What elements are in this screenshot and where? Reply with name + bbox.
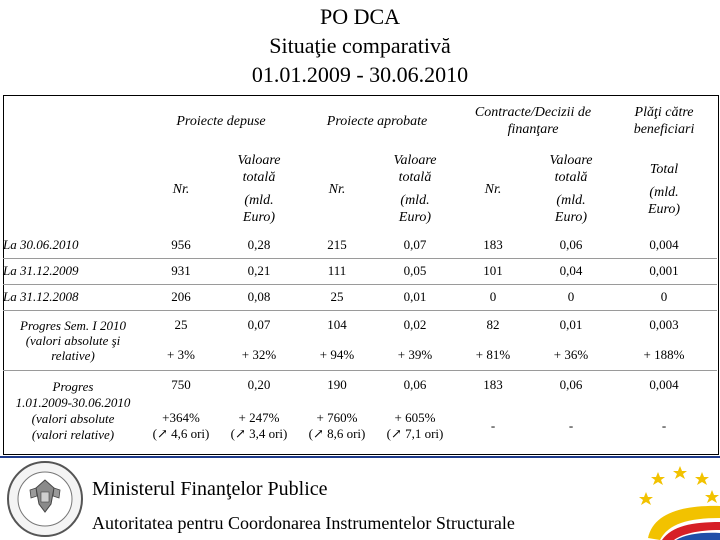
rel-line1: + 605% <box>394 410 436 425</box>
structural-funds-logo-icon <box>628 460 720 540</box>
header-plati: Plăţi către beneficiari <box>633 105 695 137</box>
cell: 0,05 <box>375 258 455 284</box>
progress-total-label-line2: 1.01.2009-30.06.2010 <box>15 395 131 411</box>
cell: 0,20 <box>247 377 271 393</box>
cell: 750 <box>171 377 191 393</box>
progress-sem-label-line1: Progres Sem. I 2010 <box>20 317 126 333</box>
subheader-total-plati <box>611 146 717 232</box>
cell: 0,02 <box>403 317 427 333</box>
cell: 0 <box>455 284 531 310</box>
cell: + 39% <box>375 340 455 370</box>
cell: 0,07 <box>375 232 455 258</box>
header-proiecte-aprobate: Proiecte aprobate <box>326 113 428 129</box>
cell: 0 <box>531 284 611 310</box>
rel-line1: - <box>490 418 496 433</box>
total-line2: (mld. <box>649 184 679 200</box>
valoare-line1: Valoare <box>393 153 437 168</box>
total-line3: Euro) <box>647 201 681 217</box>
cell <box>531 400 611 452</box>
cell: 101 <box>455 258 531 284</box>
cell: 215 <box>299 232 375 258</box>
cell <box>299 400 375 452</box>
cell: 0,01 <box>375 284 455 310</box>
cell: 206 <box>143 284 219 310</box>
cell: 0,07 <box>247 317 271 333</box>
cell: 25 <box>174 317 188 333</box>
corner-cell-2 <box>3 146 143 232</box>
row-label-progress-sem <box>3 310 143 370</box>
cell: + 94% <box>299 340 375 370</box>
valoare-line4: Euro) <box>398 210 432 225</box>
rel-line2: (↗ 7,1 ori) <box>386 426 444 441</box>
cell: 0,001 <box>611 258 717 284</box>
cell: 25 <box>299 284 375 310</box>
table-row <box>3 232 717 258</box>
cell: 0 <box>611 284 717 310</box>
valoare-line1: Valoare <box>549 153 593 168</box>
valoare-line3: (mld. <box>556 193 586 208</box>
progress-total-label-line4: (valori relative) <box>31 427 115 443</box>
cell: 931 <box>143 258 219 284</box>
cell: 190 <box>327 377 347 393</box>
valoare-line3: (mld. <box>400 193 430 208</box>
cell: 183 <box>455 232 531 258</box>
cell: 0,04 <box>531 258 611 284</box>
rel-line1: - <box>568 418 574 433</box>
cell: 183 <box>483 377 503 393</box>
rel-line1: + 760% <box>316 410 358 425</box>
cell: 0,08 <box>219 284 299 310</box>
progress-total-label-line1: Progres <box>52 379 94 395</box>
subheader-valoare-contracte <box>531 146 611 232</box>
cell <box>143 400 219 452</box>
valoare-line2: totală <box>554 170 588 185</box>
valoare-line3: (mld. <box>244 193 274 208</box>
rel-line2: (↗ 4,6 ori) <box>152 426 210 441</box>
cell <box>455 400 531 452</box>
subheader-valoare-depuse <box>219 146 299 232</box>
rel-line2: (↗ 3,4 ori) <box>230 426 288 441</box>
table-row-progress-total-absolute <box>3 370 717 400</box>
cell: + 3% <box>143 340 219 370</box>
cell: 0,06 <box>559 377 583 393</box>
subheader-nr-aprobate: Nr. <box>328 181 346 197</box>
group-header-row <box>3 96 717 146</box>
rel-line2: (↗ 8,6 ori) <box>308 426 366 441</box>
cell: 104 <box>327 317 347 333</box>
header-proiecte-depuse: Proiecte depuse <box>176 113 266 129</box>
corner-cell <box>3 96 143 146</box>
cell <box>219 400 299 452</box>
cell: + 188% <box>611 340 717 370</box>
row-label: La 30.06.2010 <box>3 232 143 258</box>
cell: 0,21 <box>219 258 299 284</box>
row-label-progress-total <box>3 370 143 452</box>
valoare-line2: totală <box>398 170 432 185</box>
cell <box>375 400 455 452</box>
comparison-table <box>3 96 717 452</box>
rel-line1: - <box>661 418 667 433</box>
table-row <box>3 284 717 310</box>
progress-sem-label-line2: (valori absolute şi <box>25 332 121 348</box>
rel-line1: + 247% <box>238 410 280 425</box>
valoare-line4: Euro) <box>554 210 588 225</box>
cell: + 36% <box>531 340 611 370</box>
subheader-valoare-aprobate <box>375 146 455 232</box>
total-line1: Total <box>649 161 679 177</box>
cell: 0,004 <box>611 232 717 258</box>
cell: + 32% <box>219 340 299 370</box>
title-period: 01.01.2009 - 30.06.2010 <box>251 62 469 87</box>
cell: + 81% <box>455 340 531 370</box>
valoare-line1: Valoare <box>237 153 281 168</box>
cell: 956 <box>143 232 219 258</box>
cell: 0,01 <box>559 317 583 333</box>
cell <box>611 400 717 452</box>
title-subtitle: Situaţie comparativă <box>269 33 451 58</box>
footer-ministry: Ministerul Finanţelor Publice <box>92 478 328 500</box>
subheader-nr-contracte: Nr. <box>484 181 502 197</box>
cell: 111 <box>299 258 375 284</box>
header-contracte: Contracte/Decizii de finanţare <box>474 105 592 137</box>
cell: 0,06 <box>531 232 611 258</box>
footer-divider <box>0 456 720 458</box>
sub-header-row <box>3 146 717 232</box>
progress-sem-label-line3: relative) <box>51 347 95 363</box>
valoare-line4: Euro) <box>242 210 276 225</box>
table-row-progress-sem-absolute <box>3 310 717 340</box>
cell: 0,06 <box>403 377 427 393</box>
valoare-line2: totală <box>242 170 276 185</box>
table-row <box>3 258 717 284</box>
row-label: La 31.12.2009 <box>3 258 143 284</box>
footer-authority: Autoritatea pentru Coordonarea Instrumentelor Structurale <box>92 513 515 533</box>
row-label: La 31.12.2008 <box>3 284 143 310</box>
title-program: PO DCA <box>319 4 401 29</box>
progress-total-label-line3: (valori absolute <box>31 411 115 427</box>
subheader-nr-depuse: Nr. <box>172 181 190 197</box>
cell: 0,28 <box>219 232 299 258</box>
cell: 0,004 <box>649 377 679 393</box>
cell: 0,003 <box>649 317 679 333</box>
rel-line1: +364% <box>162 410 200 425</box>
cell: 82 <box>486 317 500 333</box>
ministry-seal-icon <box>6 460 84 538</box>
